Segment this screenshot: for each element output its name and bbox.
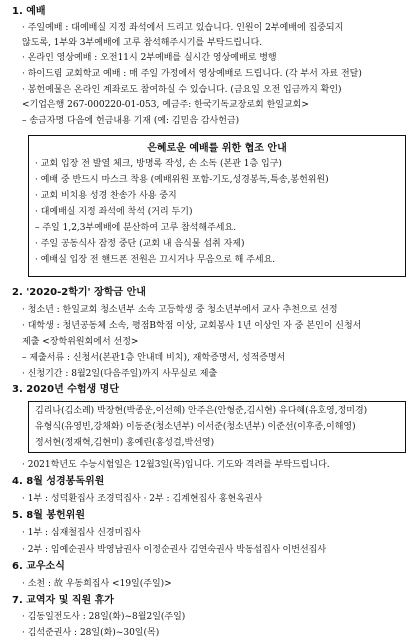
examinees-line-1: 김리나(김소례) 박장현(박종운,이선혜) 안주은(안형준,김시현) 유다혜(유호영,정미경) [35, 406, 368, 416]
section-offering-title: 5. 8월 봉헌위원 [12, 510, 85, 521]
guidance-line-3: · 교회 비치용 성경 찬송가 사용 중지 [35, 191, 177, 201]
worship-guidance-box [28, 135, 406, 277]
examinees-line-3: 정서현(정재혁,김현미) 홍예린(홍성걸,박선영) [35, 438, 215, 448]
worship-line-2: 않도록, 1부와 3부예배에 고루 참석해주시기를 부탁드립니다. [22, 38, 263, 48]
section-news-title: 6. 교우소식 [12, 561, 65, 572]
worship-line-5: · 봉헌예물은 온라인 계좌로도 참여하실 수 있습니다. (금요일 오전 입금까지 확인) [22, 85, 342, 95]
scholarship-line-1: · 청소년 : 한일교회 청소년부 소속 고등학생 중 청소년부에서 교사 추천으로 선정 [22, 305, 338, 315]
guidance-line-6: · 주일 공동식사 잠정 중단 (교회 내 음식물 섭취 자제) [35, 239, 245, 249]
scholarship-line-3: 제출 <장학위원회에서 선정> [22, 337, 139, 347]
section-examinees-title: 3. 2020년 수험생 명단 [12, 384, 119, 395]
news-line: · 소천 : 故 우동희집사 <19일(주일)> [22, 579, 172, 589]
examinees-line-2: 유형식(유영빈,강채화) 이동준(청소년부) 이서준(청소년부) 이준선(이후종,이해영) [35, 422, 356, 432]
guidance-line-1: · 교회 입장 전 발열 체크, 방명록 작성, 손 소독 (본관 1층 입구) [35, 159, 282, 169]
guidance-line-7: · 예배실 입장 전 핸드폰 전원은 끄시거나 무음으로 해 주세요. [35, 255, 276, 265]
worship-line-7: – 송금자명 다음에 헌금내용 기재 (예: 김믿음 감사헌금) [22, 116, 240, 126]
readers-line: · 1부 : 성덕환집사 조경덕집사 · 2부 : 김계현집사 홍현옥권사 [22, 494, 263, 504]
section-worship-title: 1. 예배 [12, 6, 46, 17]
worship-line-1: · 주일예배 : 대예배실 지정 좌석에서 드리고 있습니다. 인원이 2부예배에 집중되지 [22, 23, 344, 33]
worship-line-4: · 하이드림 교회학교 예배 : 매 주일 가정에서 영상예배로 드립니다. (각 부서 자료 전달) [22, 69, 362, 79]
guidance-line-4: · 대예배실 지정 좌석에 착석 (거리 두기) [35, 207, 193, 217]
vacation-line-2: · 김석준권사 : 28일(화)~30일(목) [22, 628, 160, 638]
worship-line-6: <기업은행 267-000220-01-053, 예금주: 한국기독교장로회 한일교회> [22, 100, 309, 110]
offering-line-2: · 2부 : 임예순권사 박영남권사 이정순권사 김연숙권사 박동섭집사 이번선집사 [22, 545, 327, 555]
worship-line-3: · 온라인 영상예배 : 오전11시 2부예배를 실시간 영상예배로 병행 [22, 53, 277, 63]
exam-date-note: · 2021학년도 수능시험일은 12월3일(목)입니다. 기도와 격려를 부탁드립니다. [22, 460, 330, 470]
guidance-line-5: – 주일 1,2,3부예배에 분산하여 고루 참석해주세요. [35, 223, 237, 233]
section-readers-title: 4. 8월 성경봉독위원 [12, 476, 105, 487]
section-scholarship-title: 2. '2020-2학기' 장학금 안내 [12, 287, 146, 298]
guidance-box-title: 은혜로운 예배를 위한 협조 안내 [147, 143, 287, 154]
examinees-box [28, 401, 406, 453]
scholarship-line-5: · 신청기간 : 8월2일(다음주일)까지 사무실로 제출 [22, 369, 218, 379]
scholarship-line-4: – 제출서류 : 신청서(본관1층 안내데 비치), 재학증명서, 성적증명서 [22, 353, 286, 363]
section-vacation-title: 7. 교역자 및 직원 휴가 [12, 595, 114, 606]
guidance-line-2: · 예배 중 반드시 마스크 착용 (예배위원 포함-기도,성경봉독,특송,봉헌위원) [35, 175, 329, 185]
vacation-line-1: · 김동일전도사 : 28일(화)~8월2일(주일) [22, 612, 186, 622]
offering-line-1: · 1부 : 심재철집사 신경미집사 [22, 528, 141, 538]
scholarship-line-2: · 대학생 : 청년공동체 소속, 평점B학점 이상, 교회봉사 1년 이상인 자 중 본인이 신청서 [22, 321, 362, 331]
